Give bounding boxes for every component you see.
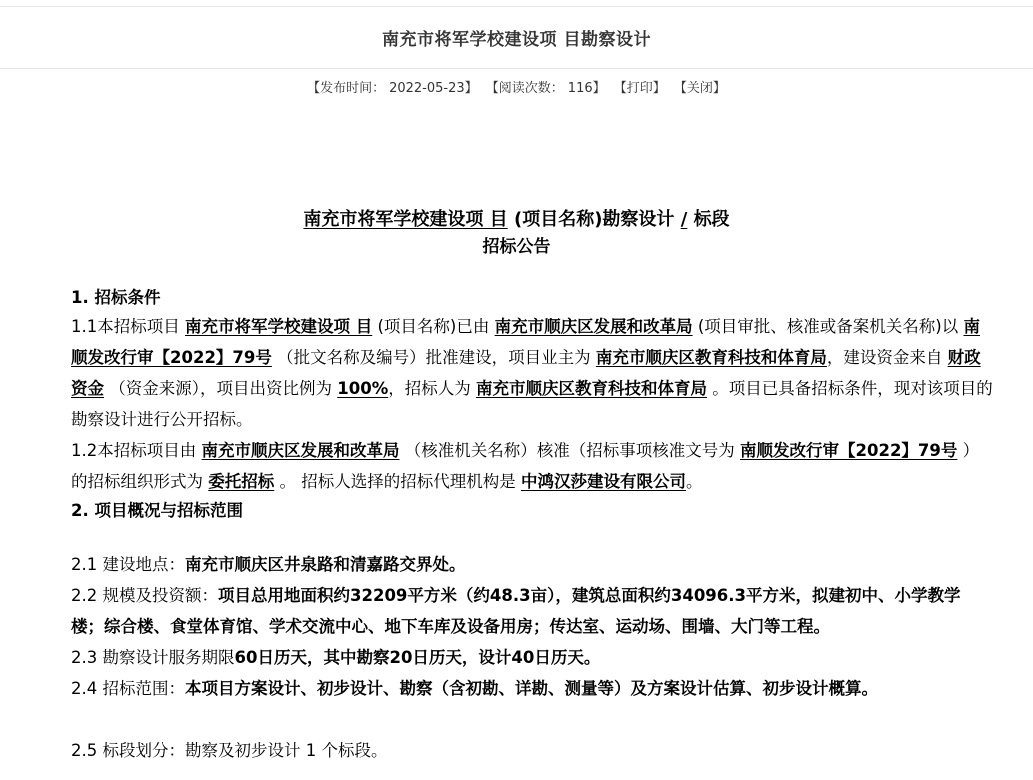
tender-form: 委托招标 — [208, 472, 275, 491]
approval-doc: 南顺发改行审【2022】79号 — [71, 317, 980, 367]
item-2-2: 2.2 规模及投资额：项目总用地面积约32209平方米（约48.3亩），建筑总面积约34096.3平方米，拟建初中、小学教学楼；综合楼、食堂体育馆、学术交流中心、地下车库及设备用房；传达室、运动场、围墙、大门等工程。 — [71, 586, 961, 636]
close-link[interactable]: 【关闭】 — [673, 81, 726, 96]
print-link[interactable]: 【打印】 — [613, 81, 666, 96]
section-heading-1: 1. 招标条件 — [71, 288, 161, 307]
article-meta — [0, 77, 1033, 96]
publish-label: 【发布时间： — [307, 81, 386, 96]
page-title: 南充市将军学校建设项 目勘察设计 — [382, 30, 651, 50]
paragraph-1-1: 1.1本招标项目 南充市将军学校建设项 目 (项目名称)已由 南充市顺庆区发展和改革局 (项目审批、核准或备案机关名称)以 南顺发改行审【2022】79号 （批文名称及编号）批准建设，项目业主为 南充市顺庆区教育科技和体育局，建设资金来自 财政资金 （资金来源），项目出资比例为 100%，招标人为 南充市顺庆区教育科技和体育局 。项目已具备招标条件，现对该项目的勘察设计进行公开招标。 — [71, 317, 993, 429]
fund-source: 财政资金 — [71, 348, 981, 398]
tenderer: 南充市顺庆区教育科技和体育局 — [475, 379, 707, 398]
document-title — [0, 208, 1033, 232]
project-name: 南充市将军学校建设项 目 — [185, 317, 373, 336]
approver: 南充市顺庆区发展和改革局 — [494, 317, 693, 336]
project-owner: 南充市顺庆区教育科技和体育局 — [595, 348, 827, 367]
item-2-3: 2.3 勘察设计服务期限60日历天，其中勘察20日历天，设计40日历天。 — [71, 648, 601, 667]
title-project-name: 南充市将军学校建设项 目 — [303, 209, 508, 230]
document-subtitle: 招标公告 — [482, 237, 551, 257]
paragraph-1-2: 1.2本招标项目由 南充市顺庆区发展和改革局 （核准机关名称）核准（招标事项核准文号为 南顺发改行审【2022】79号 ）的招标组织形式为 委托招标 。 招标人选择的招标代理机构是 中鸿汉莎建设有限公司。 — [71, 441, 980, 491]
publish-date: 2022-05-23】 — [389, 81, 478, 96]
article-body — [71, 284, 993, 766]
item-2-5: 2.5 标段划分：勘察及初步设计 1 个标段。 — [71, 741, 388, 760]
title-middle: (项目名称)勘察设计 — [513, 209, 675, 230]
title-section-number: / — [680, 209, 688, 230]
fund-ratio: 100% — [337, 379, 389, 398]
read-count-label: 【阅读次数： — [485, 81, 564, 96]
page-header — [0, 7, 1033, 69]
approval-doc-2: 南顺发改行审【2022】79号 — [740, 441, 958, 460]
read-count: 116】 — [567, 81, 606, 96]
item-2-4: 2.4 招标范围：本项目方案设计、初步设计、勘察（含初勘、详勘、测量等）及方案设计估算、初步设计概算。 — [71, 679, 878, 698]
item-2-1: 2.1 建设地点：南充市顺庆区井泉路和清嘉路交界处。 — [71, 555, 466, 574]
tender-agent: 中鸿汉莎建设有限公司 — [521, 472, 686, 491]
approver-2: 南充市顺庆区发展和改革局 — [201, 441, 400, 460]
title-end: 标段 — [693, 209, 730, 230]
section-heading-2: 2. 项目概况与招标范围 — [71, 501, 243, 520]
